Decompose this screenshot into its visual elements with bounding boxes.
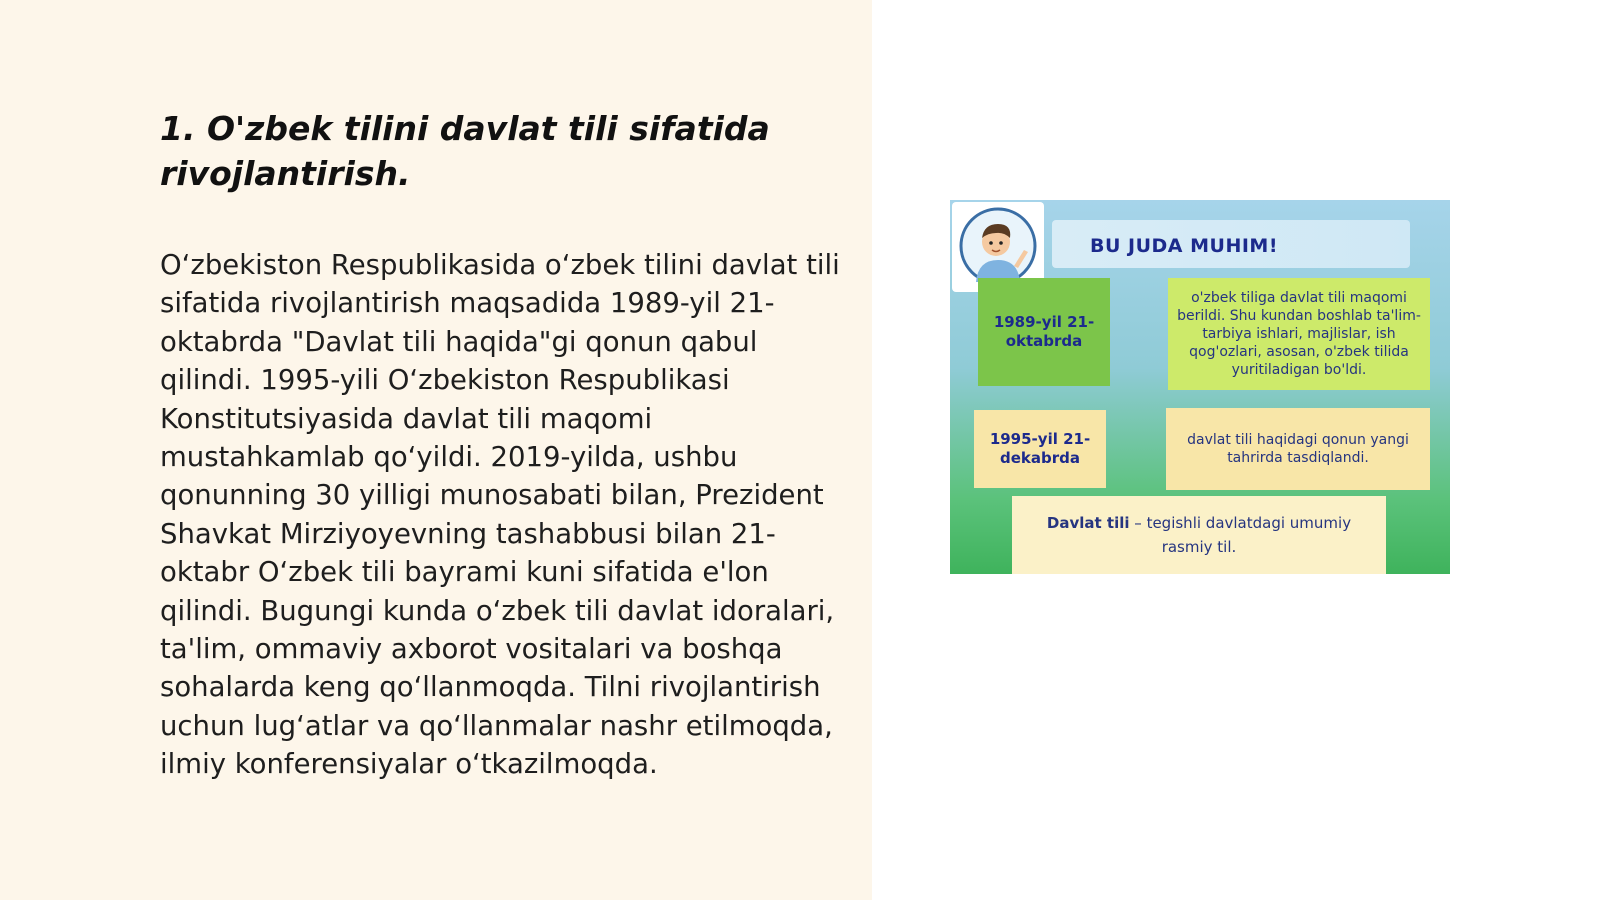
banner-title: BU JUDA MUHIM! <box>1090 235 1278 257</box>
note-box-1989: o'zbek tiliga davlat tili maqomi berildi. Shu kundan boshlab ta'lim-tarbiya ishlari, majlislar, ish qog'ozlari, asosan, o'zbek tilida yuritiladigan bo'ldi. <box>1168 278 1430 390</box>
note-box-1995: davlat tili haqidagi qonun yangi tahrirda tasdiqlandi. <box>1166 408 1430 490</box>
definition-term: Davlat tili <box>1046 514 1130 532</box>
date-box-1995: 1995-yil 21-dekabrda <box>974 410 1106 488</box>
definition-text: – tegishli davlatdagi umumiy rasmiy til. <box>1129 514 1352 556</box>
date-box-1989: 1989-yil 21-oktabrda <box>978 278 1110 386</box>
slide-title: 1. O'zbek tilini davlat tili sifatida rivojlantirish. <box>160 109 770 193</box>
slide-body-text: O‘zbekiston Respublikasida o‘zbek tilini davlat tili sifatida rivojlantirish maqsadida 1989-yil 21-oktabrda "Davlat tili haqida"gi qonun qabul qilindi. 1995-yili O‘zbekiston Respublikasi Konstitutsiyasida davlat tili maqomi mustahkamlab qo‘yildi. 2019-yilda, ushbu qonunning 30 yilligi munosabati bilan, Prezident Shavkat Mirziyoyevning tashabbusi bilan 21-oktabr O‘zbek tili bayrami kuni sifatida e'lon qilindi. Bugungi kunda o‘zbek tili davlat idoralari, ta'lim, ommaviy axborot vositalari va boshqa sohalarda keng qo‘llanmoqda. Tilni rivojlantirish uchun lug‘atlar va qo‘llanmalar nashr etilmoqda, ilmiy konferensiyalar o‘tkazilmoqda. <box>160 249 840 781</box>
infographic-picture <box>950 200 1450 574</box>
definition-box <box>1012 496 1386 574</box>
boy-pointing-icon <box>958 206 1038 286</box>
